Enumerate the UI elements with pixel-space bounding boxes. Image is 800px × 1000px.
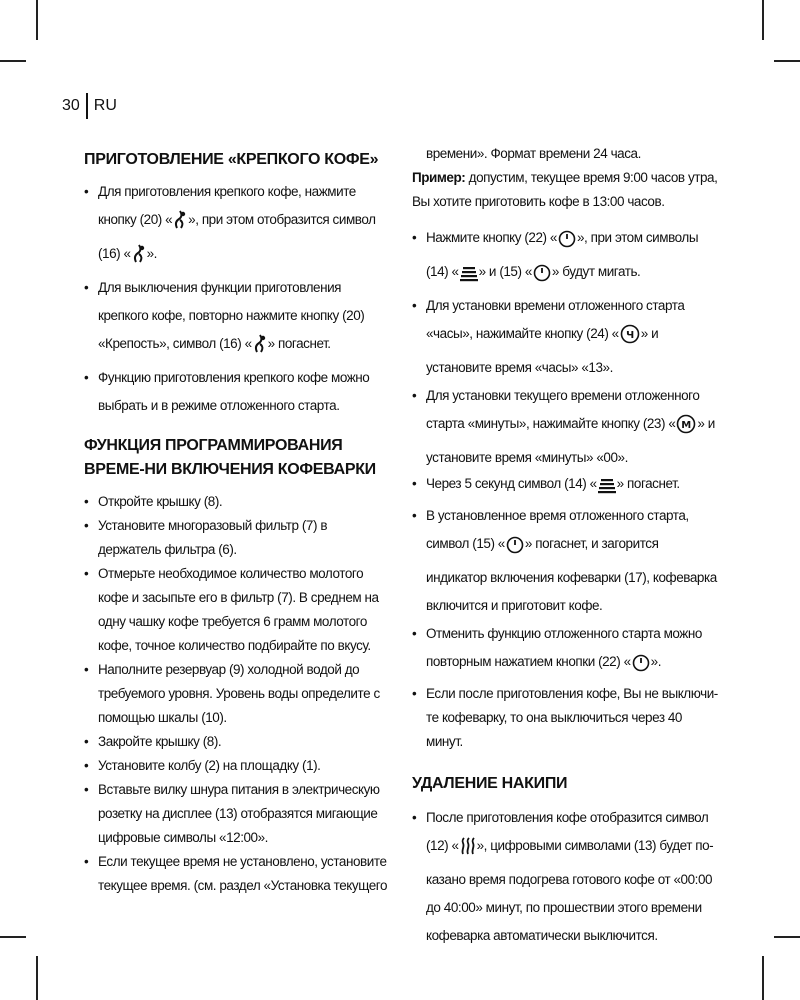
section-title: ПРИГОТОВЛЕНИЕ «КРЕПКОГО КОФЕ» — [84, 151, 379, 168]
menu-lines-icon — [460, 264, 478, 292]
minute-button-icon — [676, 414, 696, 444]
list-item: • Установите многоразовый фильтр (7) в держатель фильтра (6). — [84, 514, 390, 562]
section-programming — [84, 434, 390, 898]
language-code: RU — [93, 97, 117, 114]
crop-mark — [774, 936, 800, 938]
list-item: • Откройте крышку (8). — [84, 490, 390, 514]
list-item: • Для установки текущего времени отложенного старта «минуты», нажимайте кнопку (23) « M » и установите время «минуты» «00». — [412, 382, 718, 472]
list-item: • Вставьте вилку шнура питания в электрическую розетку на дисплее (13) отобразятся мигающие цифровые символы «12:00». — [84, 778, 390, 850]
page-header — [62, 93, 117, 119]
heat-waves-icon — [460, 836, 476, 866]
crop-mark — [762, 0, 764, 40]
list-item: • Отменить функцию отложенного старта можно повторным нажатием кнопки (22) « ». — [412, 620, 718, 682]
list-item: • Установите колбу (2) на площадку (1). — [84, 754, 390, 778]
crop-mark — [0, 936, 26, 938]
crop-mark — [762, 956, 764, 1000]
crop-mark — [36, 0, 38, 40]
left-column — [84, 148, 390, 898]
section-strong-coffee — [84, 148, 390, 420]
list-item: • Для установки времени отложенного старта «часы», нажимайте кнопку (24) « Ч » и установите время «часы» «13». — [412, 292, 718, 382]
crop-mark — [774, 60, 800, 62]
list-item: • Если после приготовления кофе, Вы не выключи-те кофеварку, то она выключиться через 40 минут. — [412, 682, 718, 754]
hour-icon-letter: Ч — [625, 330, 634, 341]
list-item: • Отмерьте необходимое количество молотого кофе и засыпьте его в фильтр (7). В среднем на одну чашку кофе требуется 6 грамм молотого кофе, точное количество подбирайте по вкусу. — [84, 562, 390, 658]
strong-coffee-icon — [253, 334, 267, 364]
list-item: • Если текущее время не установлено, установите текущее время. (см. раздел «Установка текущего — [84, 850, 390, 898]
strong-coffee-icon — [132, 244, 146, 274]
strong-coffee-icon — [173, 210, 187, 240]
list-item: • Для приготовления крепкого кофе, нажмите кнопку (20) « », при этом отобразится символ (16) « ». — [84, 178, 390, 274]
hour-button-icon — [620, 324, 640, 354]
clock-icon — [632, 654, 650, 682]
minute-icon-letter: M — [681, 420, 692, 431]
crop-mark — [36, 956, 38, 1000]
list-item: • В установленное время отложенного старта, символ (15) « » погаснет, и загорится индикатор включения кофеварки (17), кофеварка включится и приготовит кофе. — [412, 502, 718, 620]
clock-icon — [558, 230, 576, 258]
example-paragraph: Пример: допустим, текущее время 9:00 часов утра, Вы хотите приготовить кофе в 13:00 часов. — [412, 170, 718, 209]
right-column — [412, 142, 718, 950]
list-item: • Для выключения функции приготовления крепкого кофе, повторно нажмите кнопку (20) «Крепость», символ (16) « » погаснет. — [84, 274, 390, 364]
list-item: • Наполните резервуар (9) холодной водой до требуемого уровня. Уровень воды определите с помощью шкалы (10). — [84, 658, 390, 730]
crop-mark — [0, 60, 26, 62]
page-number: 30 — [62, 97, 80, 114]
section-descaling — [412, 772, 718, 950]
list-item: • После приготовления кофе отобразится символ (12) « », цифровыми символами (13) будет по-казано время подогрева готового кофе от «00:00 до 40:00» минут, по прошествии этого времени кофеварка автоматически выключится. — [412, 804, 718, 950]
list-item: • Через 5 секунд символ (14) « » погаснет. — [412, 472, 718, 502]
section-title: УДАЛЕНИЕ НАКИПИ — [412, 775, 568, 792]
list-item: • Функцию приготовления крепкого кофе можно выбрать и в режиме отложенного старта. — [84, 364, 390, 420]
section-title: ФУНКЦИЯ ПРОГРАММИРОВАНИЯ ВРЕМЕ-НИ ВКЛЮЧЕНИЯ КОФЕВАРКИ — [84, 437, 376, 478]
clock-icon — [506, 536, 524, 564]
continued-text: времени». Формат времени 24 часа. — [426, 146, 641, 161]
header-divider — [86, 93, 88, 119]
clock-icon — [533, 264, 551, 292]
menu-lines-icon — [598, 478, 616, 502]
list-item: • Нажмите кнопку (22) « », при этом символы (14) « » и (15) « » будут мигать. — [412, 224, 718, 292]
example-label: Пример: — [412, 170, 466, 185]
list-item: • Закройте крышку (8). — [84, 730, 390, 754]
